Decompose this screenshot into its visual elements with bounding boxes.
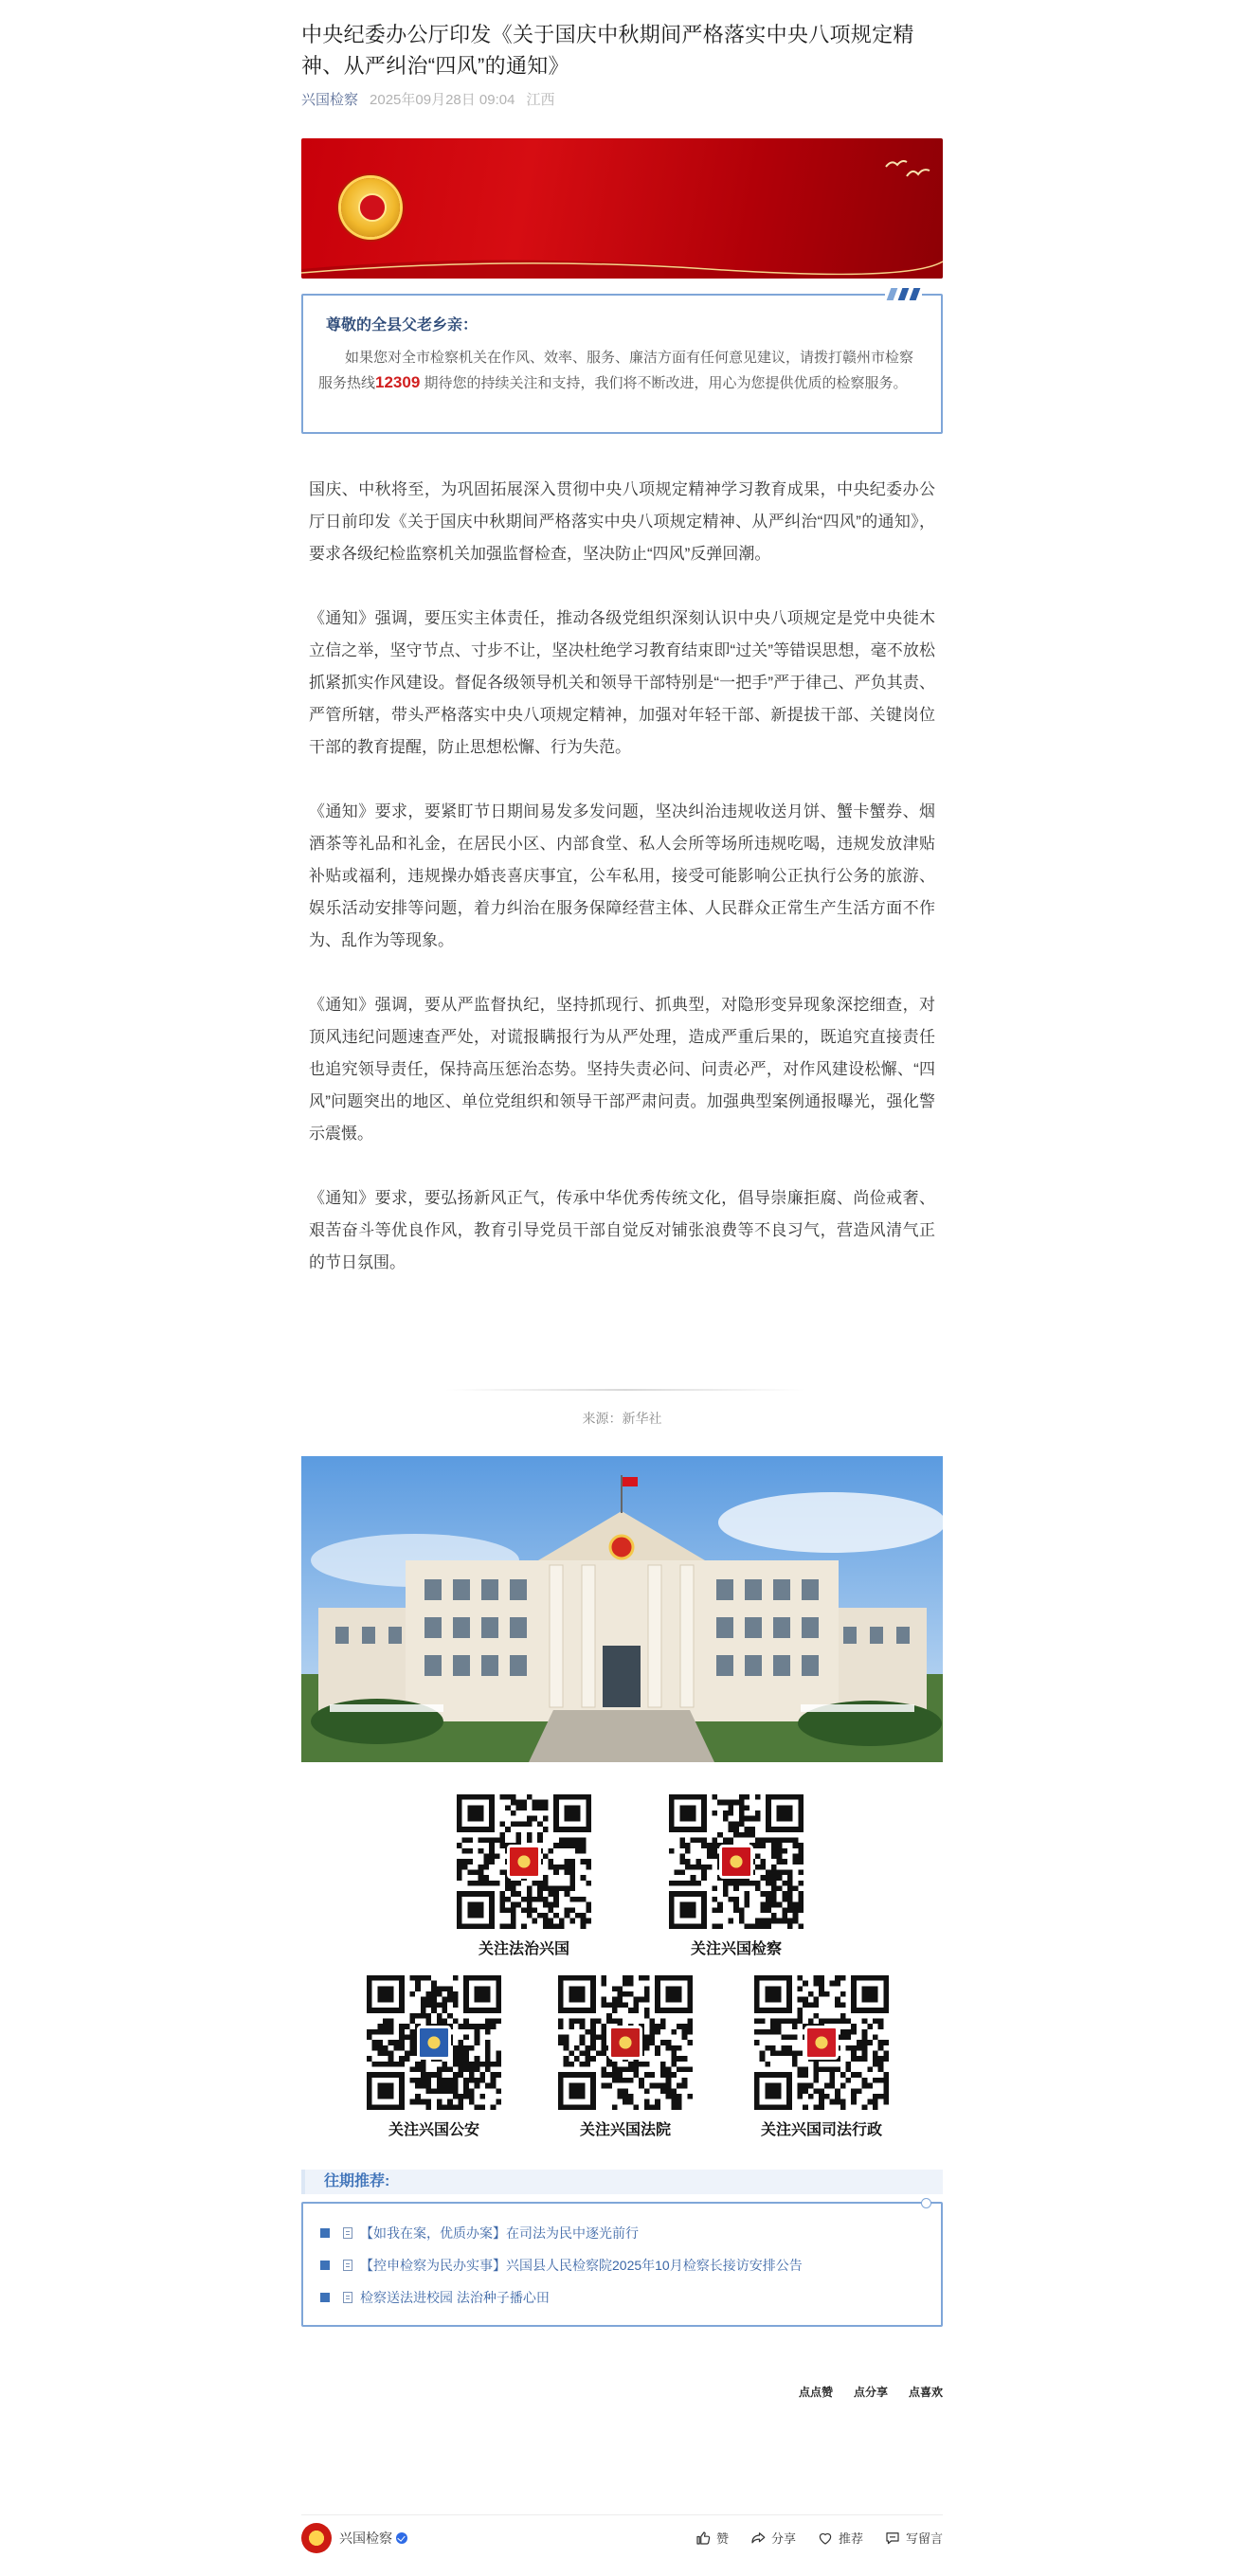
qr-code-item[interactable] (367, 1975, 501, 2139)
qr-code-item[interactable] (754, 1975, 889, 2139)
hotline-number: 12309 (375, 373, 421, 391)
qr-code-image[interactable] (457, 1794, 591, 1929)
like-button[interactable] (695, 2529, 729, 2547)
recommend-label: 推荐 (838, 2531, 863, 2546)
qr-logo-icon (417, 2026, 451, 2060)
header-banner (301, 138, 943, 279)
qr-logo-icon (608, 2026, 642, 2060)
qr-logo-icon (507, 1845, 541, 1879)
footer-account-name[interactable]: 兴国检察 (339, 2530, 392, 2546)
share-icon (749, 2530, 767, 2547)
article-paragraph: 《通知》强调，要从严监督执纪，坚持抓现行、抓典型，对隐形变异现象深挖细查，对顶风违纪问题速查严处，对谎报瞒报行为从严处理，造成严重后果的，既追究直接责任也追究领导责任，保持高压惩治态势。坚持失责必问、问责必严，对作风建设松懈、“四风”问题突出的地区、单位党组织和领导干部严肃问责。加强典型案例通报曝光，强化警示震慑。 (309, 996, 935, 1143)
qr-code-item[interactable] (558, 1975, 693, 2139)
recommend-heading: 往期推荐: (301, 2170, 943, 2194)
document-icon (343, 2260, 352, 2271)
bullet-square-icon (320, 2261, 330, 2270)
qr-code-image[interactable] (558, 1975, 693, 2110)
qr-caption: 关注兴国公安 (388, 2120, 479, 2138)
like-label: 赞 (715, 2531, 729, 2546)
qr-code-image[interactable] (754, 1975, 889, 2110)
engagement-prompts (301, 2384, 943, 2400)
section-divider (445, 1389, 805, 1391)
article-title: 中央纪委办公厅印发《关于国庆中秋期间严格落实中央八项规定精神、从严纠治“四风”的通知》 (301, 23, 914, 78)
notice-text-before: 如果您对全市检察机关在作风、效率、服务、廉洁方面有任何意见建议，请拨打赣州市检察服务热线 (318, 350, 914, 391)
heart-icon (817, 2530, 834, 2547)
document-icon (343, 2227, 352, 2239)
prompt-favorite: 点喜欢 (908, 2386, 943, 2399)
qr-logo-icon (719, 1845, 753, 1879)
bottom-toolbar (301, 2514, 943, 2560)
notice-heading: 尊敬的全县父老乡亲： (326, 317, 479, 333)
recommend-link[interactable] (320, 2281, 924, 2314)
hotline-notice-box (301, 294, 943, 434)
comment-button[interactable] (884, 2529, 943, 2547)
article-body (301, 474, 943, 1311)
recommend-link-text[interactable]: 检察送法进校园 法治种子播心田 (360, 2290, 550, 2305)
prompt-share: 点分享 (853, 2386, 888, 2399)
notice-text-after: 期待您的持续关注和支持，我们将不断改进，用心为您提供优质的检察服务。 (420, 375, 908, 391)
share-label: 分享 (770, 2531, 796, 2546)
account-name-link[interactable]: 兴国检察 (301, 92, 359, 108)
building-illustration (301, 1456, 943, 1762)
procuratorate-emblem-icon (341, 178, 400, 237)
qr-caption: 关注兴国司法行政 (760, 2120, 882, 2138)
prompt-like: 点点赞 (798, 2386, 833, 2399)
recommend-link[interactable] (320, 2249, 924, 2281)
notice-body (318, 346, 926, 396)
qr-logo-icon (804, 2026, 839, 2060)
recommend-link[interactable] (320, 2217, 924, 2249)
procuratorate-building-photo (301, 1456, 943, 1762)
qr-code-item[interactable] (457, 1794, 591, 1958)
stripe-decoration-icon (885, 288, 922, 300)
qr-code-item[interactable] (669, 1794, 804, 1958)
article-paragraph: 《通知》要求，要紧盯节日期间易发多发问题，坚决纠治违规收送月饼、蟹卡蟹券、烟酒茶等礼品和礼金，在居民小区、内部食堂、私人会所等场所违规吃喝，违规发放津贴补贴或福利，违规操办婚丧喜庆事宜，公车私用，接受可能影响公正执行公务的旅游、娱乐活动安排等问题，着力纠治在服务保障经营主体、人民群众正常生产生活方面不作为、乱作为等现象。 (309, 802, 935, 949)
qr-code-image[interactable] (367, 1975, 501, 2110)
publish-location: 江西 (526, 92, 555, 108)
article-source: 来源：新华社 (582, 1411, 662, 1426)
qr-caption: 关注兴国法院 (579, 2120, 671, 2138)
article-meta (301, 89, 943, 109)
account-avatar[interactable] (301, 2523, 332, 2553)
qr-caption: 关注法治兴国 (478, 1939, 569, 1957)
recommend-list (301, 2202, 943, 2327)
article-paragraph: 国庆、中秋将至，为巩固拓展深入贯彻中央八项规定精神学习教育成果，中央纪委办公厅日前印发《关于国庆中秋期间严格落实中央八项规定精神、从严纠治“四风”的通知》，要求各级纪检监察机关加强监督检查，坚决防止“四风”反弹回潮。 (309, 480, 935, 563)
article-paragraph: 《通知》强调，要压实主体责任，推动各级党组织深刻认识中央八项规定是党中央徙木立信之举，坚守节点、寸步不让，坚决杜绝学习教育结束即“过关”等错误思想，毫不放松抓紧抓实作风建设。督促各级领导机关和领导干部特别是“一把手”严于律己、严负其责、严管所辖，带头严格落实中央八项规定精神，加强对年轻干部、新提拔干部、关键岗位干部的教育提醒，防止思想松懈、行为失范。 (309, 609, 935, 756)
bullet-square-icon (320, 2293, 330, 2302)
comment-label: 写留言 (905, 2531, 943, 2546)
comment-icon (884, 2530, 901, 2547)
publish-datetime: 2025年09月28日 09:04 (370, 92, 515, 108)
thumb-up-icon (695, 2530, 712, 2547)
document-icon (343, 2292, 352, 2303)
recommend-link-text[interactable]: 【控申检察为民办实事】兴国县人民检察院2025年10月检察长接访安排公告 (360, 2258, 803, 2273)
verified-badge-icon (396, 2532, 407, 2544)
recommend-link-text[interactable]: 【如我在案，优质办案】在司法为民中逐光前行 (360, 2225, 639, 2241)
qr-code-image[interactable] (669, 1794, 804, 1929)
recommend-button[interactable] (817, 2529, 863, 2547)
birds-icon (878, 148, 935, 186)
share-button[interactable] (749, 2529, 796, 2547)
qr-caption: 关注兴国检察 (690, 1939, 782, 1957)
recommend-section (301, 2170, 943, 2327)
bullet-square-icon (320, 2228, 330, 2238)
article-paragraph: 《通知》要求，要弘扬新风正气，传承中华优秀传统文化，倡导崇廉拒腐、尚俭戒奢、艰苦奋斗等优良作风，教育引导党员干部自觉反对铺张浪费等不良习气，营造风清气正的节日氛围。 (309, 1189, 935, 1271)
banner-wave-decoration (301, 241, 943, 279)
